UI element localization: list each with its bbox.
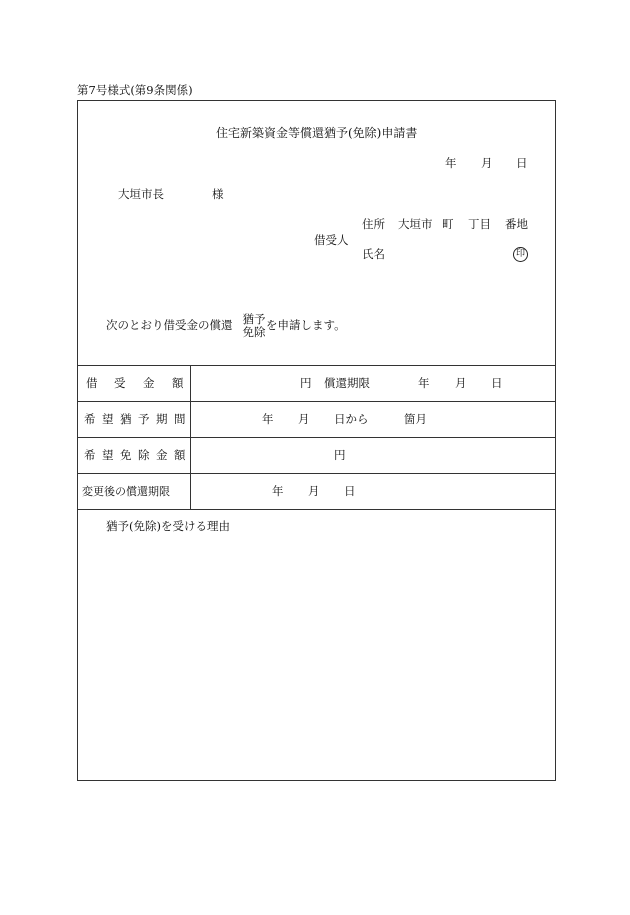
- request-option-exemption: 免除: [242, 325, 266, 339]
- name-label: 氏名: [362, 247, 385, 261]
- divider-row-4: [77, 509, 556, 510]
- row-label-new-deadline: 変更後の償還期限: [82, 485, 170, 498]
- addressee-name: 大垣市長: [118, 187, 164, 201]
- applicant-role: 借受人: [314, 233, 349, 247]
- form-number: 第7号様式(第9条関係): [77, 83, 193, 97]
- request-options: [242, 313, 266, 339]
- request-prefix: 次のとおり借受金の償還: [106, 318, 233, 332]
- loan-deadline-label: 償還期限: [324, 376, 370, 390]
- new-deadline-month: 月: [308, 484, 320, 498]
- loan-deadline-year: 年: [418, 376, 430, 390]
- deferral-from: 日から: [334, 412, 369, 426]
- new-deadline-day: 日: [344, 484, 356, 498]
- divider-row-3: [77, 473, 556, 474]
- divider-row-2: [77, 437, 556, 438]
- deferral-year: 年: [262, 412, 274, 426]
- address-chome: 丁目: [468, 217, 491, 231]
- divider-top-section: [77, 365, 556, 366]
- seal-mark: 印: [513, 247, 528, 262]
- deferral-month: 月: [298, 412, 310, 426]
- new-deadline-year: 年: [272, 484, 284, 498]
- deferral-months: 箇月: [404, 412, 427, 426]
- address-banchi: 番地: [505, 217, 528, 231]
- address-town: 町: [442, 217, 454, 231]
- reason-label: 猶予(免除)を受ける理由: [106, 519, 230, 533]
- date-month: 月: [481, 156, 493, 170]
- request-option-deferral: 猶予: [242, 312, 266, 326]
- request-suffix: を申請します。: [266, 318, 346, 332]
- form-title: 住宅新築資金等償還猶予(免除)申請書: [216, 126, 418, 140]
- divider-row-1: [77, 401, 556, 402]
- exemption-yen: 円: [334, 448, 346, 462]
- address-city: 大垣市: [398, 217, 433, 231]
- date-day: 日: [516, 156, 528, 170]
- label-column-divider: [190, 365, 191, 509]
- loan-deadline-month: 月: [455, 376, 467, 390]
- form-frame: [77, 100, 556, 781]
- loan-deadline-day: 日: [491, 376, 503, 390]
- loan-amount-yen: 円: [300, 376, 312, 390]
- form-page: 第7号様式(第9条関係) 住宅新築資金等償還猶予(免除)申請書 年 月 日 大垣市長 様 住所 大垣市 町 丁目 番地 借受人 氏名 印 次のとおり借受金の償還 猶予 免除 を申請します。 借 受 金 額 円 償還期限 年 月 日 希 望 猶 予 期 間 年 月 日から 箇月 希 望 免 除 金 額 円 変更後の償還期限 年 月 日 猶予(免除)を受ける理由: [0, 0, 630, 915]
- date-year: 年: [445, 156, 457, 170]
- address-label: 住所: [362, 217, 385, 231]
- addressee-honorific: 様: [212, 187, 224, 201]
